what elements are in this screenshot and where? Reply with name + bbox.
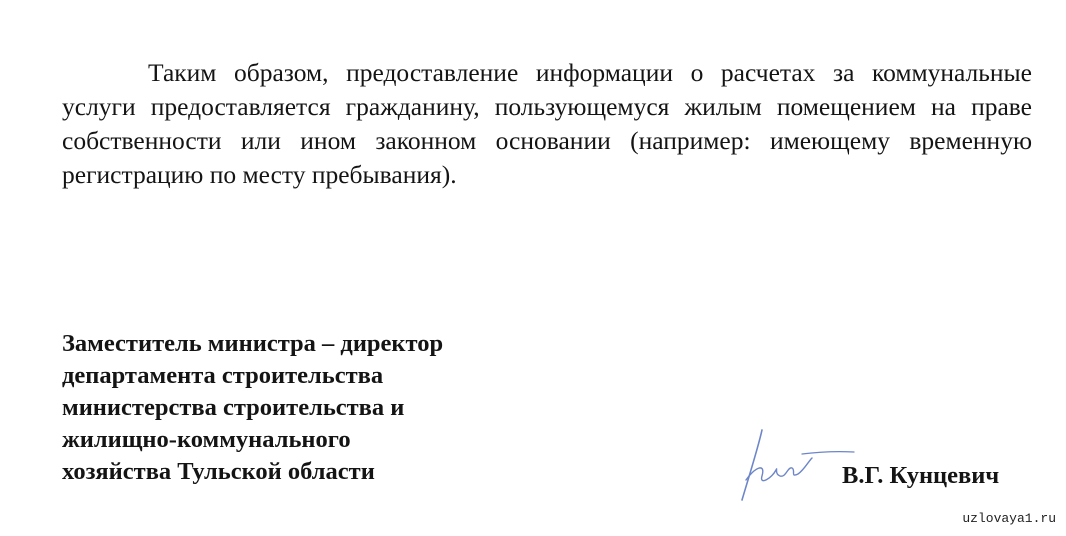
signatory-title — [62, 328, 443, 488]
handwritten-signature — [728, 418, 858, 508]
signatory-title-line: департамента строительства — [62, 362, 384, 389]
signatory-title-line: жилищно-коммунального — [62, 426, 351, 453]
signatory-title-line: Заместитель министра – директор — [62, 330, 444, 357]
signatory-name: В.Г. Кунцевич — [842, 462, 1000, 489]
signatory-title-line: министерства строительства и — [62, 394, 405, 421]
site-watermark: uzlovaya1.ru — [962, 511, 1056, 526]
signatory-title-line: хозяйства Тульской области — [62, 458, 375, 485]
body-paragraph: Таким образом, предоставление информации о расчетах за коммунальные услуги предоставляется гражданину, пользующемуся жилым помещением на праве собственности или ином законном основании (например: имеющему временную регистрацию по месту пребывания). — [62, 58, 1032, 189]
